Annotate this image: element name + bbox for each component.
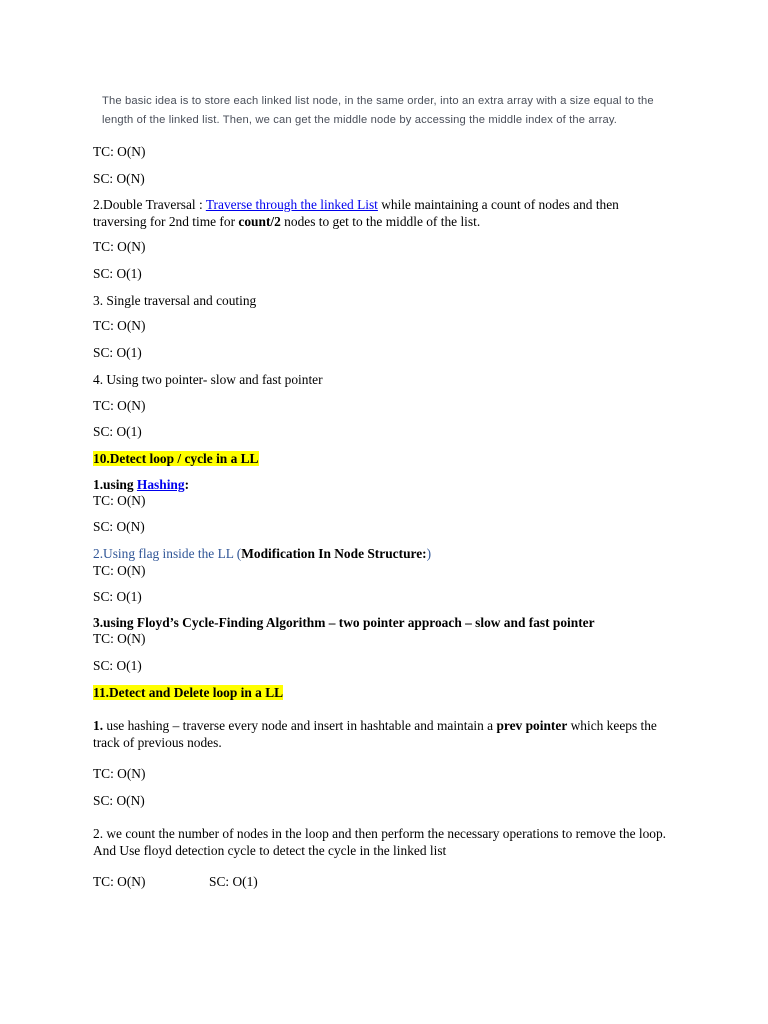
flag-method-close: ) (426, 546, 432, 561)
time-complexity: TC: O(N) (93, 318, 146, 333)
double-traversal-prefix: 2.Double Traversal : (93, 197, 206, 212)
two-pointer-text: 4. Using two pointer- slow and fast pointer (93, 372, 323, 387)
double-traversal-paragraph (93, 196, 673, 230)
time-complexity: TC: O(N) (93, 874, 146, 889)
double-traversal-mid: while maintaining a count of nodes and then traversing for 2nd time for (93, 197, 619, 229)
hashing-delete-end: which keeps the track of previous nodes. (93, 718, 657, 750)
hashing-method (93, 476, 189, 493)
section-10-heading-text: 10.Detect loop / cycle in a LL (93, 451, 259, 466)
time-complexity: TC: O(N) (93, 239, 146, 254)
section-10-heading (93, 450, 259, 467)
quoted-excerpt: The basic idea is to store each linked list node, in the same order, into an extra array with a size equal to the length of the linked list. Then, we can get the middle node by accessing the middle index of the array. (102, 95, 654, 126)
space-complexity: SC: O(N) (93, 793, 145, 808)
time-complexity: TC: O(N) (93, 493, 146, 508)
modification-bold: Modification In Node Structure: (241, 546, 427, 561)
flag-method-prefix: 2.Using flag inside the LL ( (93, 546, 242, 561)
section-11-heading-text: 11.Detect and Delete loop in a LL (93, 685, 284, 700)
space-complexity: SC: O(N) (93, 171, 145, 186)
item-number: 1. (93, 718, 104, 733)
traverse-linked-list-link[interactable]: Traverse through the linked List (205, 197, 378, 212)
time-complexity: TC: O(N) (93, 766, 146, 781)
time-complexity: TC: O(N) (93, 398, 146, 413)
hashing-delete-paragraph (93, 717, 673, 751)
hashing-delete-text: use hashing – traverse every node and insert in hashtable and maintain a (103, 718, 497, 733)
space-complexity: SC: O(1) (93, 424, 142, 439)
space-complexity: SC: O(1) (93, 658, 142, 673)
floyd-rest: – two pointer approach – slow and fast pointer (325, 615, 595, 630)
space-complexity: SC: O(1) (93, 345, 142, 360)
hashing-link[interactable]: Hashing (136, 477, 185, 492)
space-complexity: SC: O(1) (93, 266, 142, 281)
time-complexity: TC: O(N) (93, 631, 146, 646)
space-complexity: SC: O(1) (209, 874, 258, 889)
flag-method (93, 545, 431, 562)
hashing-prefix: 1.using (93, 477, 137, 492)
floyd-bold: 3.using Floyd’s Cycle-Finding Algorithm (93, 615, 326, 630)
double-traversal-end: nodes to get to the middle of the list. (280, 214, 481, 229)
space-complexity: SC: O(1) (93, 589, 142, 604)
section-11-heading (93, 684, 283, 701)
floyd-method (93, 614, 595, 631)
space-complexity: SC: O(N) (93, 519, 145, 534)
hashing-colon: : (184, 477, 190, 492)
prev-pointer-bold: prev pointer (496, 718, 568, 733)
time-complexity: TC: O(N) (93, 144, 146, 159)
time-complexity: TC: O(N) (93, 563, 146, 578)
loop-count-paragraph: 2. we count the number of nodes in the loop and then perform the necessary operations to remove the loop. And Use floyd detection cycle to detect the cycle in the linked list (93, 826, 667, 858)
single-traversal-text: 3. Single traversal and couting (93, 293, 257, 308)
count-half-bold: count/2 (238, 214, 281, 229)
